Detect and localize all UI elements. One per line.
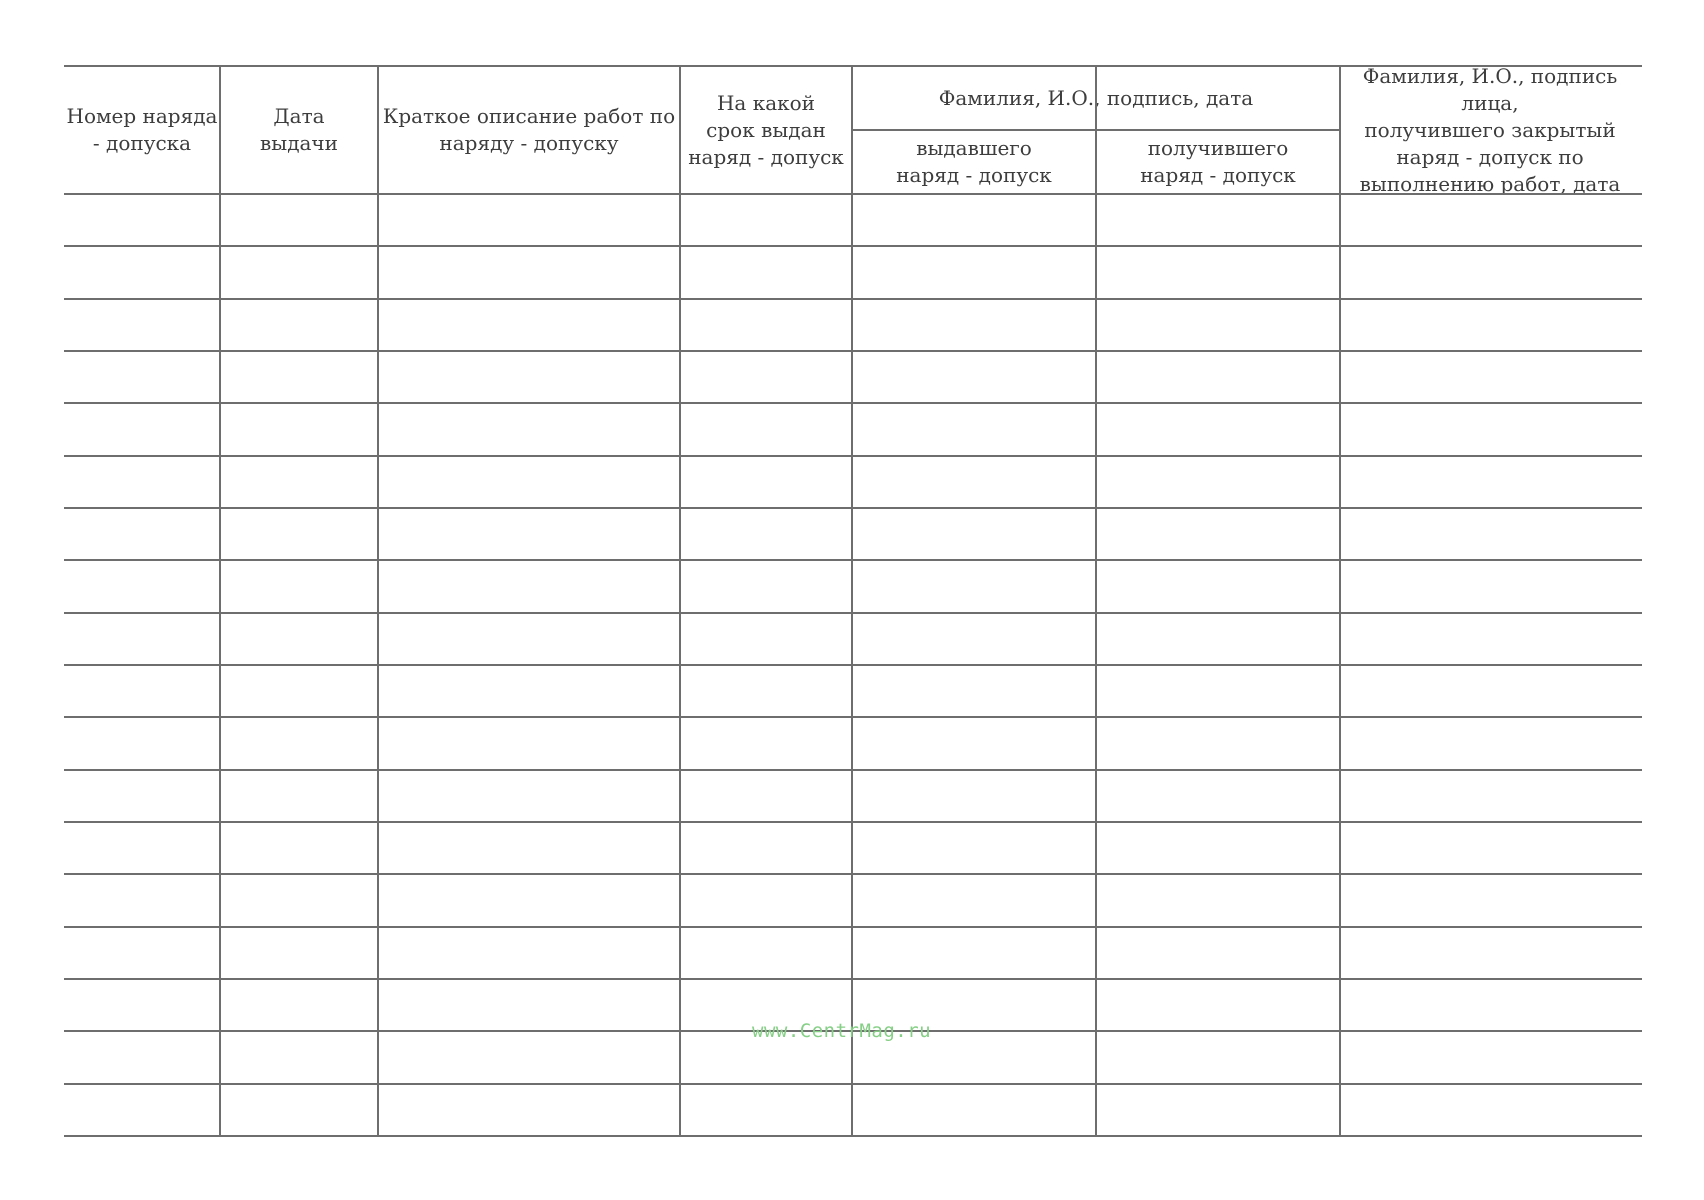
table-row-line <box>64 716 1642 718</box>
table-row-line <box>64 245 1642 247</box>
header-name-signature-date-group: Фамилия, И.О., подпись, дата <box>938 85 1254 110</box>
table-row-line <box>64 821 1642 823</box>
header-work-permit-number: Номер наряда - допуска <box>66 104 218 155</box>
table-row-line <box>64 926 1642 928</box>
header-work-description: Краткое описание работ по наряду - допуску <box>382 104 676 155</box>
table-column-line <box>1095 130 1097 1136</box>
table-column-line <box>1339 66 1341 1136</box>
table-row-line <box>64 1083 1642 1085</box>
table-row-line <box>64 612 1642 614</box>
header-receiver: получившего наряд - допуск <box>1140 136 1296 187</box>
table-row-line <box>64 507 1642 509</box>
table-column-line <box>377 66 379 1136</box>
table-row-line <box>64 350 1642 352</box>
header-issue-date: Дата выдачи <box>260 104 338 155</box>
table-column-line <box>851 66 853 1136</box>
table-row-line <box>64 298 1642 300</box>
watermark: www.CentrMag.ru <box>752 1020 932 1042</box>
header-permit-term: На какой срок выдан наряд - допуск <box>688 90 844 169</box>
table-column-line <box>679 66 681 1136</box>
table-row-line <box>64 455 1642 457</box>
table-bottom-border <box>64 1135 1642 1137</box>
header-bottom-border <box>64 193 1642 195</box>
table-row-line <box>64 664 1642 666</box>
header-issuer: выдавшего наряд - допуск <box>896 136 1052 187</box>
header-closed-permit-receiver: Фамилия, И.О., подпись лица, получившего закрытый наряд - допуск по выполнению работ, дата <box>1359 63 1621 196</box>
table-top-border <box>64 65 1642 67</box>
table-column-line <box>219 66 221 1136</box>
table-row-line <box>64 769 1642 771</box>
table-row-line <box>64 559 1642 561</box>
table-row-line <box>64 873 1642 875</box>
table-row-line <box>64 402 1642 404</box>
table-row-line <box>64 978 1642 980</box>
